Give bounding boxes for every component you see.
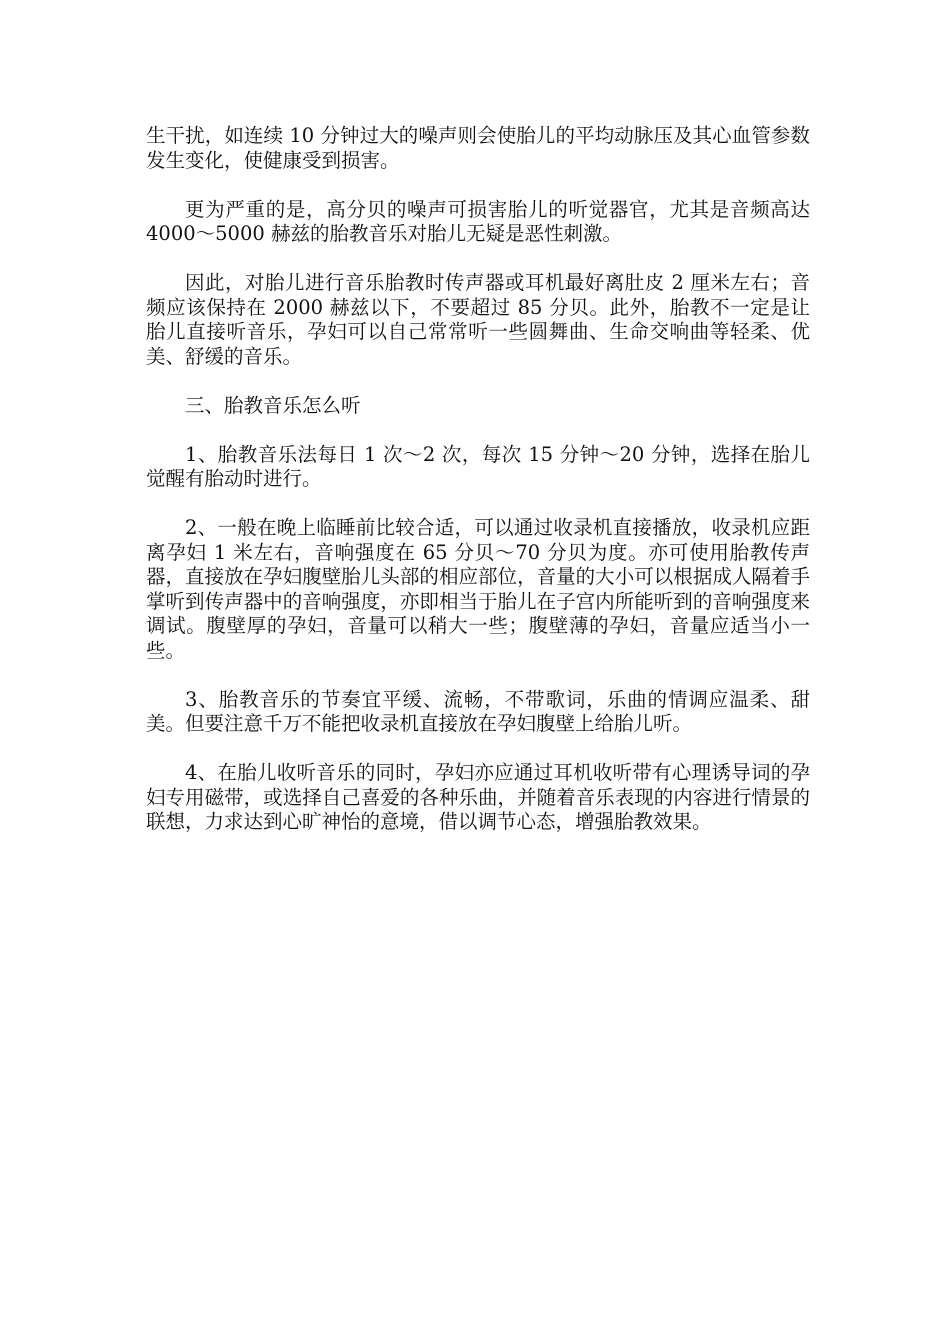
paragraph-continuation: 生干扰，如连续 10 分钟过大的噪声则会使胎儿的平均动脉压及其心血管参数发生变化，使健康受到损害。 [146,124,810,172]
paragraph-distance-volume: 因此，对胎儿进行音乐胎教时传声器或耳机最好离肚皮 2 厘米左右；音频应该保持在 2000 赫兹以下，不要超过 85 分贝。此外，胎教不一定是让胎儿直接听音乐，孕妇可以自己常常听一些圆舞曲、生命交响曲等轻柔、优美、舒缓的音乐。 [146,271,810,368]
list-item-4: 4、在胎儿收听音乐的同时，孕妇亦应通过耳机收听带有心理诱导词的孕妇专用磁带，或选择自己喜爱的各种乐曲，并随着音乐表现的内容进行情景的联想，力求达到心旷神怡的意境，借以调节心态，增强胎教效果。 [146,761,810,833]
section-heading-how-to-listen: 三、胎教音乐怎么听 [185,393,361,417]
paragraph-hearing-damage: 更为严重的是，高分贝的噪声可损害胎儿的听觉器官，尤其是音频高达 4000～5000 赫兹的胎教音乐对胎儿无疑是恶性刺激。 [146,197,810,245]
document-body [146,124,810,859]
list-item-2: 2、一般在晚上临睡前比较合适，可以通过收录机直接播放，收录机应距离孕妇 1 米左右，音响强度在 65 分贝～70 分贝为度。亦可使用胎教传声器，直接放在孕妇腹壁胎儿头部的相应部位，音量的大小可以根据成人隔着手掌听到传声器中的音响强度，亦即相当于胎儿在子宫内所能听到的音响强度来调试。腹壁厚的孕妇，音量可以稍大一些；腹壁薄的孕妇，音量应适当小一些。 [146,516,810,662]
list-item-1: 1、胎教音乐法每日 1 次～2 次，每次 15 分钟～20 分钟，选择在胎儿觉醒有胎动时进行。 [146,442,810,490]
list-item-3: 3、胎教音乐的节奏宜平缓、流畅，不带歌词，乐曲的情调应温柔、甜美。但要注意千万不能把收录机直接放在孕妇腹壁上给胎儿听。 [146,687,810,735]
